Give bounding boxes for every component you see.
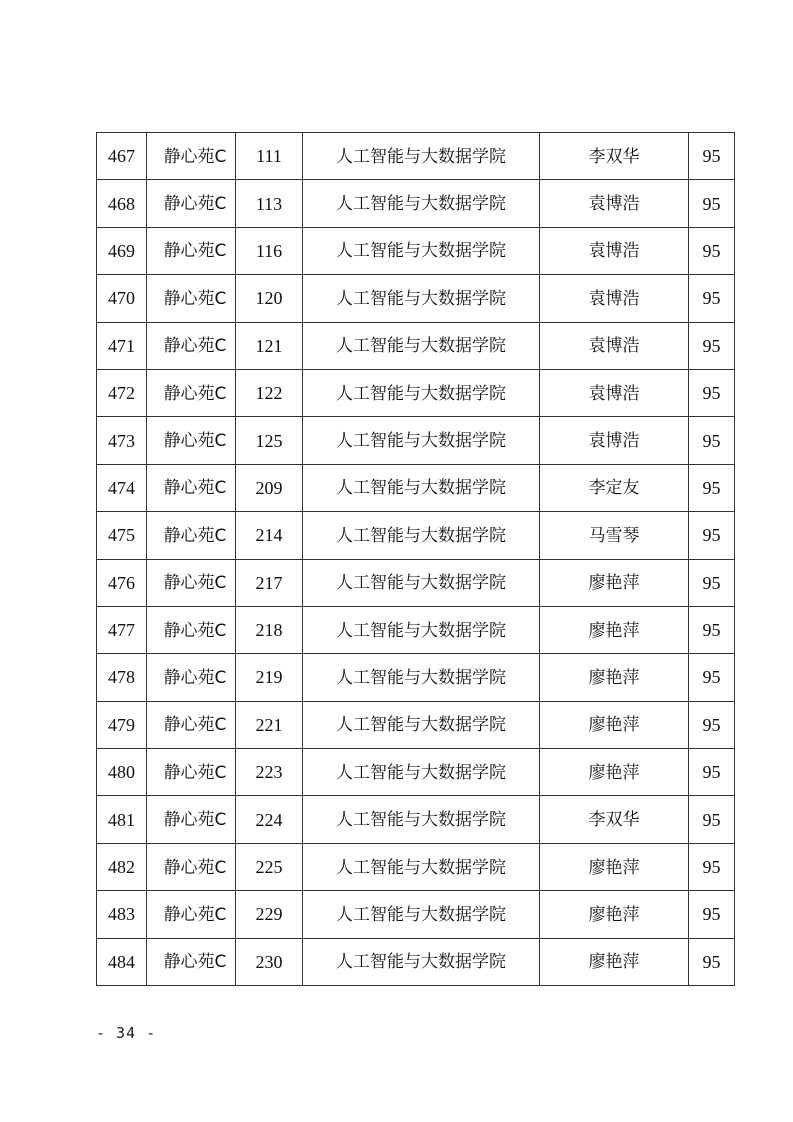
cell-college <box>303 512 540 559</box>
table-row <box>97 843 735 890</box>
dormitory-score-table <box>96 132 735 986</box>
table-row <box>97 512 735 559</box>
cell-number <box>97 796 147 843</box>
cell-score <box>689 796 735 843</box>
cell-dormitory-text: 静心苑C <box>163 478 227 499</box>
cell-room <box>236 891 303 938</box>
cell-score <box>689 654 735 701</box>
cell-dormitory <box>147 417 236 464</box>
table-row <box>97 369 735 416</box>
cell-dormitory-text: 静心苑C <box>163 762 227 783</box>
cell-dormitory-text: 静心苑C <box>163 383 227 404</box>
cell-college-text: 人工智能与大数据学院 <box>336 194 506 215</box>
cell-room-text: 219 <box>255 667 283 688</box>
cell-room-text: 223 <box>255 762 283 783</box>
cell-person <box>540 701 689 748</box>
cell-score-text: 95 <box>702 572 721 593</box>
cell-person <box>540 417 689 464</box>
cell-room <box>236 417 303 464</box>
cell-score <box>689 843 735 890</box>
cell-person-text: 李定友 <box>588 478 640 499</box>
cell-room <box>236 606 303 653</box>
cell-person-text: 廖艳萍 <box>588 715 640 736</box>
cell-room-text: 111 <box>256 146 282 167</box>
cell-score-text: 95 <box>702 477 721 498</box>
cell-score-text: 95 <box>702 762 721 783</box>
cell-room <box>236 227 303 274</box>
cell-score-text: 95 <box>702 714 721 735</box>
cell-score <box>689 180 735 227</box>
table-row <box>97 796 735 843</box>
cell-score <box>689 275 735 322</box>
cell-number <box>97 322 147 369</box>
table-row <box>97 606 735 653</box>
table-row <box>97 180 735 227</box>
cell-person-text: 袁博浩 <box>588 431 640 452</box>
cell-dormitory-text: 静心苑C <box>163 146 227 167</box>
cell-number-text: 469 <box>108 240 135 261</box>
table-row <box>97 275 735 322</box>
cell-score <box>689 369 735 416</box>
cell-room-text: 230 <box>255 951 283 972</box>
cell-score-text: 95 <box>702 525 721 546</box>
cell-room <box>236 180 303 227</box>
cell-college <box>303 227 540 274</box>
cell-number <box>97 559 147 606</box>
cell-number <box>97 180 147 227</box>
cell-dormitory <box>147 464 236 511</box>
table-row <box>97 133 735 180</box>
cell-room-text: 217 <box>255 572 283 593</box>
cell-college-text: 人工智能与大数据学院 <box>336 383 506 404</box>
cell-room <box>236 796 303 843</box>
cell-college <box>303 606 540 653</box>
cell-room-text: 225 <box>255 857 283 878</box>
cell-number-text: 483 <box>108 904 135 925</box>
cell-college <box>303 464 540 511</box>
cell-number <box>97 133 147 180</box>
cell-dormitory <box>147 891 236 938</box>
cell-number <box>97 275 147 322</box>
cell-college-text: 人工智能与大数据学院 <box>336 620 506 641</box>
cell-dormitory-text: 静心苑C <box>163 952 227 973</box>
cell-score-text: 95 <box>702 667 721 688</box>
cell-college-text: 人工智能与大数据学院 <box>336 146 506 167</box>
cell-room <box>236 322 303 369</box>
cell-person-text: 廖艳萍 <box>588 762 640 783</box>
cell-score-text: 95 <box>702 951 721 972</box>
cell-score <box>689 512 735 559</box>
cell-person-text: 廖艳萍 <box>588 952 640 973</box>
cell-college-text: 人工智能与大数据学院 <box>336 904 506 925</box>
cell-room <box>236 275 303 322</box>
cell-score-text: 95 <box>702 857 721 878</box>
cell-score-text: 95 <box>702 335 721 356</box>
cell-college-text: 人工智能与大数据学院 <box>336 952 506 973</box>
cell-college-text: 人工智能与大数据学院 <box>336 667 506 688</box>
cell-room-text: 116 <box>255 240 283 261</box>
table-row <box>97 749 735 796</box>
cell-person <box>540 133 689 180</box>
cell-number <box>97 227 147 274</box>
cell-number-text: 484 <box>108 951 135 972</box>
cell-room <box>236 559 303 606</box>
cell-dormitory <box>147 322 236 369</box>
table-row <box>97 417 735 464</box>
cell-person-text: 袁博浩 <box>588 241 640 262</box>
cell-dormitory <box>147 654 236 701</box>
table-row <box>97 654 735 701</box>
cell-dormitory <box>147 843 236 890</box>
cell-number-text: 470 <box>108 288 135 309</box>
cell-score <box>689 606 735 653</box>
table-row <box>97 559 735 606</box>
cell-college-text: 人工智能与大数据学院 <box>336 573 506 594</box>
table-body <box>97 133 735 986</box>
cell-room-text: 125 <box>255 430 283 451</box>
cell-room <box>236 133 303 180</box>
cell-number <box>97 701 147 748</box>
cell-room-text: 221 <box>255 714 283 735</box>
cell-person <box>540 322 689 369</box>
cell-number <box>97 891 147 938</box>
table-row <box>97 322 735 369</box>
cell-college-text: 人工智能与大数据学院 <box>336 288 506 309</box>
cell-score <box>689 749 735 796</box>
cell-dormitory-text: 静心苑C <box>163 857 227 878</box>
cell-college <box>303 701 540 748</box>
cell-room <box>236 843 303 890</box>
cell-dormitory-text: 静心苑C <box>163 904 227 925</box>
table-row <box>97 891 735 938</box>
cell-person-text: 廖艳萍 <box>588 620 640 641</box>
cell-room-text: 120 <box>255 288 283 309</box>
cell-room-text: 209 <box>255 477 283 498</box>
cell-person <box>540 369 689 416</box>
cell-number-text: 471 <box>108 335 135 356</box>
cell-room <box>236 369 303 416</box>
cell-room-text: 113 <box>255 193 283 214</box>
cell-room-text: 122 <box>255 383 283 404</box>
cell-dormitory-text: 静心苑C <box>163 241 227 262</box>
cell-score-text: 95 <box>702 383 721 404</box>
cell-college-text: 人工智能与大数据学院 <box>336 857 506 878</box>
cell-dormitory-text: 静心苑C <box>163 620 227 641</box>
cell-number <box>97 843 147 890</box>
cell-room-text: 229 <box>255 904 283 925</box>
cell-college <box>303 891 540 938</box>
cell-number <box>97 749 147 796</box>
cell-college <box>303 133 540 180</box>
cell-score <box>689 464 735 511</box>
cell-number <box>97 417 147 464</box>
cell-score <box>689 891 735 938</box>
cell-number <box>97 464 147 511</box>
cell-college-text: 人工智能与大数据学院 <box>336 241 506 262</box>
cell-person-text: 李双华 <box>588 810 640 831</box>
table-row <box>97 938 735 985</box>
cell-number <box>97 369 147 416</box>
cell-college <box>303 843 540 890</box>
cell-room <box>236 701 303 748</box>
cell-number-text: 475 <box>108 525 135 546</box>
cell-dormitory <box>147 796 236 843</box>
cell-person <box>540 938 689 985</box>
cell-number-text: 478 <box>108 667 135 688</box>
cell-college-text: 人工智能与大数据学院 <box>336 810 506 831</box>
cell-college <box>303 322 540 369</box>
cell-dormitory <box>147 369 236 416</box>
cell-number-text: 479 <box>108 714 135 735</box>
cell-dormitory-text: 静心苑C <box>163 715 227 736</box>
cell-score-text: 95 <box>702 620 721 641</box>
cell-number <box>97 938 147 985</box>
cell-college-text: 人工智能与大数据学院 <box>336 336 506 357</box>
cell-number <box>97 512 147 559</box>
cell-college <box>303 180 540 227</box>
cell-score <box>689 938 735 985</box>
cell-score <box>689 322 735 369</box>
cell-number-text: 473 <box>108 430 135 451</box>
cell-college <box>303 796 540 843</box>
cell-college <box>303 749 540 796</box>
cell-room <box>236 464 303 511</box>
cell-dormitory <box>147 559 236 606</box>
cell-dormitory <box>147 275 236 322</box>
cell-dormitory <box>147 512 236 559</box>
cell-person <box>540 559 689 606</box>
cell-person <box>540 749 689 796</box>
cell-dormitory <box>147 701 236 748</box>
cell-number-text: 480 <box>108 762 135 783</box>
cell-person <box>540 891 689 938</box>
cell-college <box>303 938 540 985</box>
page-number: - 34 - <box>96 1024 157 1042</box>
cell-number-text: 472 <box>108 383 135 404</box>
cell-room <box>236 512 303 559</box>
cell-number-text: 467 <box>108 146 135 167</box>
cell-college <box>303 559 540 606</box>
cell-dormitory-text: 静心苑C <box>163 573 227 594</box>
cell-college <box>303 654 540 701</box>
cell-person <box>540 654 689 701</box>
cell-person <box>540 796 689 843</box>
table-row <box>97 701 735 748</box>
cell-score-text: 95 <box>702 430 721 451</box>
cell-dormitory <box>147 227 236 274</box>
cell-number-text: 474 <box>108 477 135 498</box>
cell-dormitory-text: 静心苑C <box>163 667 227 688</box>
cell-score-text: 95 <box>702 146 721 167</box>
cell-person <box>540 512 689 559</box>
cell-room <box>236 749 303 796</box>
cell-room-text: 214 <box>255 525 283 546</box>
cell-person <box>540 843 689 890</box>
cell-college-text: 人工智能与大数据学院 <box>336 762 506 783</box>
cell-person-text: 袁博浩 <box>588 288 640 309</box>
cell-person-text: 廖艳萍 <box>588 573 640 594</box>
cell-score <box>689 227 735 274</box>
cell-room <box>236 938 303 985</box>
cell-dormitory <box>147 180 236 227</box>
cell-score <box>689 133 735 180</box>
cell-score-text: 95 <box>702 193 721 214</box>
cell-person-text: 李双华 <box>588 146 640 167</box>
cell-dormitory <box>147 938 236 985</box>
cell-college-text: 人工智能与大数据学院 <box>336 525 506 546</box>
cell-room-text: 218 <box>255 620 283 641</box>
cell-college <box>303 417 540 464</box>
cell-college-text: 人工智能与大数据学院 <box>336 715 506 736</box>
cell-score-text: 95 <box>702 904 721 925</box>
cell-person <box>540 464 689 511</box>
cell-score-text: 95 <box>702 240 721 261</box>
cell-dormitory-text: 静心苑C <box>163 810 227 831</box>
cell-dormitory-text: 静心苑C <box>163 194 227 215</box>
cell-score <box>689 701 735 748</box>
cell-dormitory-text: 静心苑C <box>163 525 227 546</box>
cell-college-text: 人工智能与大数据学院 <box>336 478 506 499</box>
cell-score <box>689 417 735 464</box>
cell-number-text: 482 <box>108 857 135 878</box>
cell-college <box>303 275 540 322</box>
cell-room-text: 224 <box>255 809 283 830</box>
cell-dormitory <box>147 749 236 796</box>
cell-person-text: 袁博浩 <box>588 336 640 357</box>
cell-dormitory-text: 静心苑C <box>163 336 227 357</box>
cell-number-text: 477 <box>108 620 135 641</box>
cell-score <box>689 559 735 606</box>
cell-score-text: 95 <box>702 809 721 830</box>
cell-person <box>540 606 689 653</box>
table-row <box>97 464 735 511</box>
cell-person <box>540 180 689 227</box>
cell-dormitory <box>147 133 236 180</box>
cell-person <box>540 275 689 322</box>
cell-room-text: 121 <box>255 335 283 356</box>
cell-person <box>540 227 689 274</box>
cell-college <box>303 369 540 416</box>
table-row <box>97 227 735 274</box>
cell-number <box>97 654 147 701</box>
cell-dormitory-text: 静心苑C <box>163 431 227 452</box>
cell-person-text: 袁博浩 <box>588 194 640 215</box>
cell-person-text: 廖艳萍 <box>588 857 640 878</box>
cell-person-text: 廖艳萍 <box>588 904 640 925</box>
cell-number-text: 481 <box>108 809 135 830</box>
cell-room <box>236 654 303 701</box>
cell-dormitory-text: 静心苑C <box>163 288 227 309</box>
cell-college-text: 人工智能与大数据学院 <box>336 431 506 452</box>
cell-person-text: 廖艳萍 <box>588 667 640 688</box>
cell-person-text: 马雪琴 <box>588 525 640 546</box>
cell-person-text: 袁博浩 <box>588 383 640 404</box>
cell-number <box>97 606 147 653</box>
cell-number-text: 476 <box>108 572 135 593</box>
cell-number-text: 468 <box>108 193 135 214</box>
cell-score-text: 95 <box>702 288 721 309</box>
cell-dormitory <box>147 606 236 653</box>
